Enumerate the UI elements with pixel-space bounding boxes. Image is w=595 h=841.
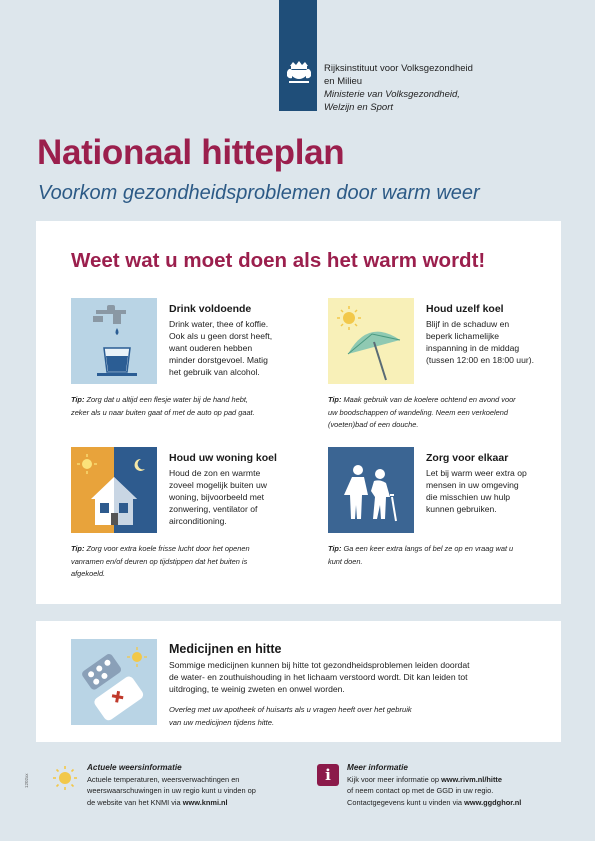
body-line: (tussen 12:00 en 18:00 uur). <box>426 355 534 365</box>
item-title-care: Zorg voor elkaar <box>426 452 509 464</box>
body-line: kunnen gebruiken. <box>426 504 497 514</box>
item-body-care <box>426 467 527 515</box>
card-heading: Weet wat u moet doen als het warm wordt! <box>71 249 486 272</box>
tip-line: Zorg voor extra koele frisse lucht door het openen <box>86 544 250 553</box>
tip-label: Tip: <box>328 395 342 404</box>
tip-line: afgekoeld. <box>71 569 106 579</box>
page-title: Nationaal hitteplan <box>37 133 345 172</box>
body-line: zoveel mogelijk buiten uw <box>169 480 267 490</box>
info-icon: i <box>317 764 339 786</box>
body-line: Houd de zon en warmte <box>169 468 261 478</box>
body-line: Blijf in de schaduw en <box>426 319 510 329</box>
medicine-note <box>169 704 412 729</box>
body-line: Sommige medicijnen kunnen bij hitte tot gezondheidsproblemen leiden doordat <box>169 660 470 670</box>
weather-info <box>87 762 256 808</box>
medicine-pills-icon <box>71 639 157 725</box>
medicine-card <box>36 621 561 742</box>
advice-card <box>36 221 561 604</box>
tip-label: Tip: <box>71 395 85 404</box>
body-line: Let bij warm weer extra op <box>426 468 527 478</box>
tip-line: (voeten)bad of een douche. <box>328 420 419 430</box>
item-title-drink: Drink voldoende <box>169 303 252 315</box>
tip-line: Zorg dat u altijd een flesje water bij de hand hebt, <box>86 395 248 404</box>
body-line: zonwering, ventilator of <box>169 504 258 514</box>
body-line: beperk lichamelijke <box>426 331 500 341</box>
info-line: of neem contact op met de GGD in uw regio. <box>347 786 494 795</box>
weather-line: Actuele temperaturen, weersverwachtingen en <box>87 774 240 784</box>
body-line: inspanning in de middag <box>426 343 520 353</box>
body-line: de water- en zouthuishouding in het lichaam verstoord wordt. Dit kan leiden tot <box>169 672 468 682</box>
water-tap-icon <box>71 298 157 384</box>
medicine-title: Medicijnen en hitte <box>169 642 282 656</box>
info-line: Contactgegevens kunt u vinden via <box>347 797 465 807</box>
royal-crest-icon <box>284 56 314 86</box>
organisation-name <box>324 62 473 114</box>
body-line: want ouderen hebben <box>169 343 253 353</box>
page-subtitle: Voorkom gezondheidsproblemen door warm weer <box>38 182 480 204</box>
knmi-link[interactable]: www.knmi.nl <box>182 797 228 807</box>
tip-line: vanramen en/of deuren op tijdstippen dat het buiten is <box>71 556 248 566</box>
item-title-cool-self: Houd uzelf koel <box>426 303 504 315</box>
body-line: Drink water, thee of koffie. <box>169 319 269 329</box>
body-line: uitdroging, te weinig zweten en onwel worden. <box>169 684 345 694</box>
item-title-house: Houd uw woning koel <box>169 452 277 464</box>
body-line: woning, bijvoorbeeld met <box>169 492 265 502</box>
body-line: het gebruik van alcohol. <box>169 367 260 377</box>
tip-label: Tip: <box>71 544 85 553</box>
note-line: van uw medicijnen tijdens hitte. <box>169 717 275 727</box>
weather-title: Actuele weersinformatie <box>87 763 182 772</box>
ministry-line-2: Welzijn en Sport <box>324 102 393 113</box>
item-body-cool-self <box>426 318 534 366</box>
item-body-house <box>169 467 267 527</box>
tip-cool-self <box>328 394 553 432</box>
side-code: 1202xx <box>24 773 29 788</box>
org-line-2: en Milieu <box>324 76 363 87</box>
weather-line: weerswaarschuwingen in uw regio kunt u vinden op <box>87 786 256 795</box>
org-line-1: Rijksinstituut voor Volksgezondheid <box>324 63 473 74</box>
body-line: airconditioning. <box>169 516 227 526</box>
ggdghor-link[interactable]: www.ggdghor.nl <box>464 797 522 807</box>
rivm-link[interactable]: www.rivm.nl/hitte <box>441 774 502 784</box>
body-line: die misschien uw hulp <box>426 492 511 502</box>
tip-line: kunt doen. <box>328 556 363 566</box>
info-line: Kijk voor meer informatie op <box>347 774 442 784</box>
caregiver-icon <box>328 447 414 533</box>
parasol-icon <box>328 298 414 384</box>
tip-line: zeker als u naar buiten gaat of met de auto op pad gaat. <box>71 407 255 417</box>
sun-icon <box>52 765 78 791</box>
body-line: Ook als u geen dorst heeft, <box>169 331 273 341</box>
tip-house <box>71 543 311 581</box>
note-line: Overleg met uw apotheek of huisarts als u vragen heeft over het gebruik <box>169 705 412 714</box>
tip-label: Tip: <box>328 544 342 553</box>
tip-line: Ga een keer extra langs of bel ze op en vraag wat u <box>343 544 514 553</box>
weather-line: de website van het KNMI via <box>87 797 183 807</box>
tip-care <box>328 543 553 568</box>
ministry-line-1: Ministerie van Volksgezondheid, <box>324 89 460 100</box>
more-info-title: Meer informatie <box>347 763 408 772</box>
tip-line: uw boodschappen of wandeling. Neem een verkoelend <box>328 407 508 417</box>
tip-line: Maak gebruik van de koelere ochtend en avond voor <box>343 395 516 404</box>
medicine-body <box>169 659 470 695</box>
tip-drink <box>71 394 301 419</box>
body-line: minder dorstgevoel. Matig <box>169 355 268 365</box>
body-line: mensen in uw omgeving <box>426 480 519 490</box>
house-day-night-icon <box>71 447 157 533</box>
item-body-drink <box>169 318 272 378</box>
more-info <box>347 762 521 808</box>
